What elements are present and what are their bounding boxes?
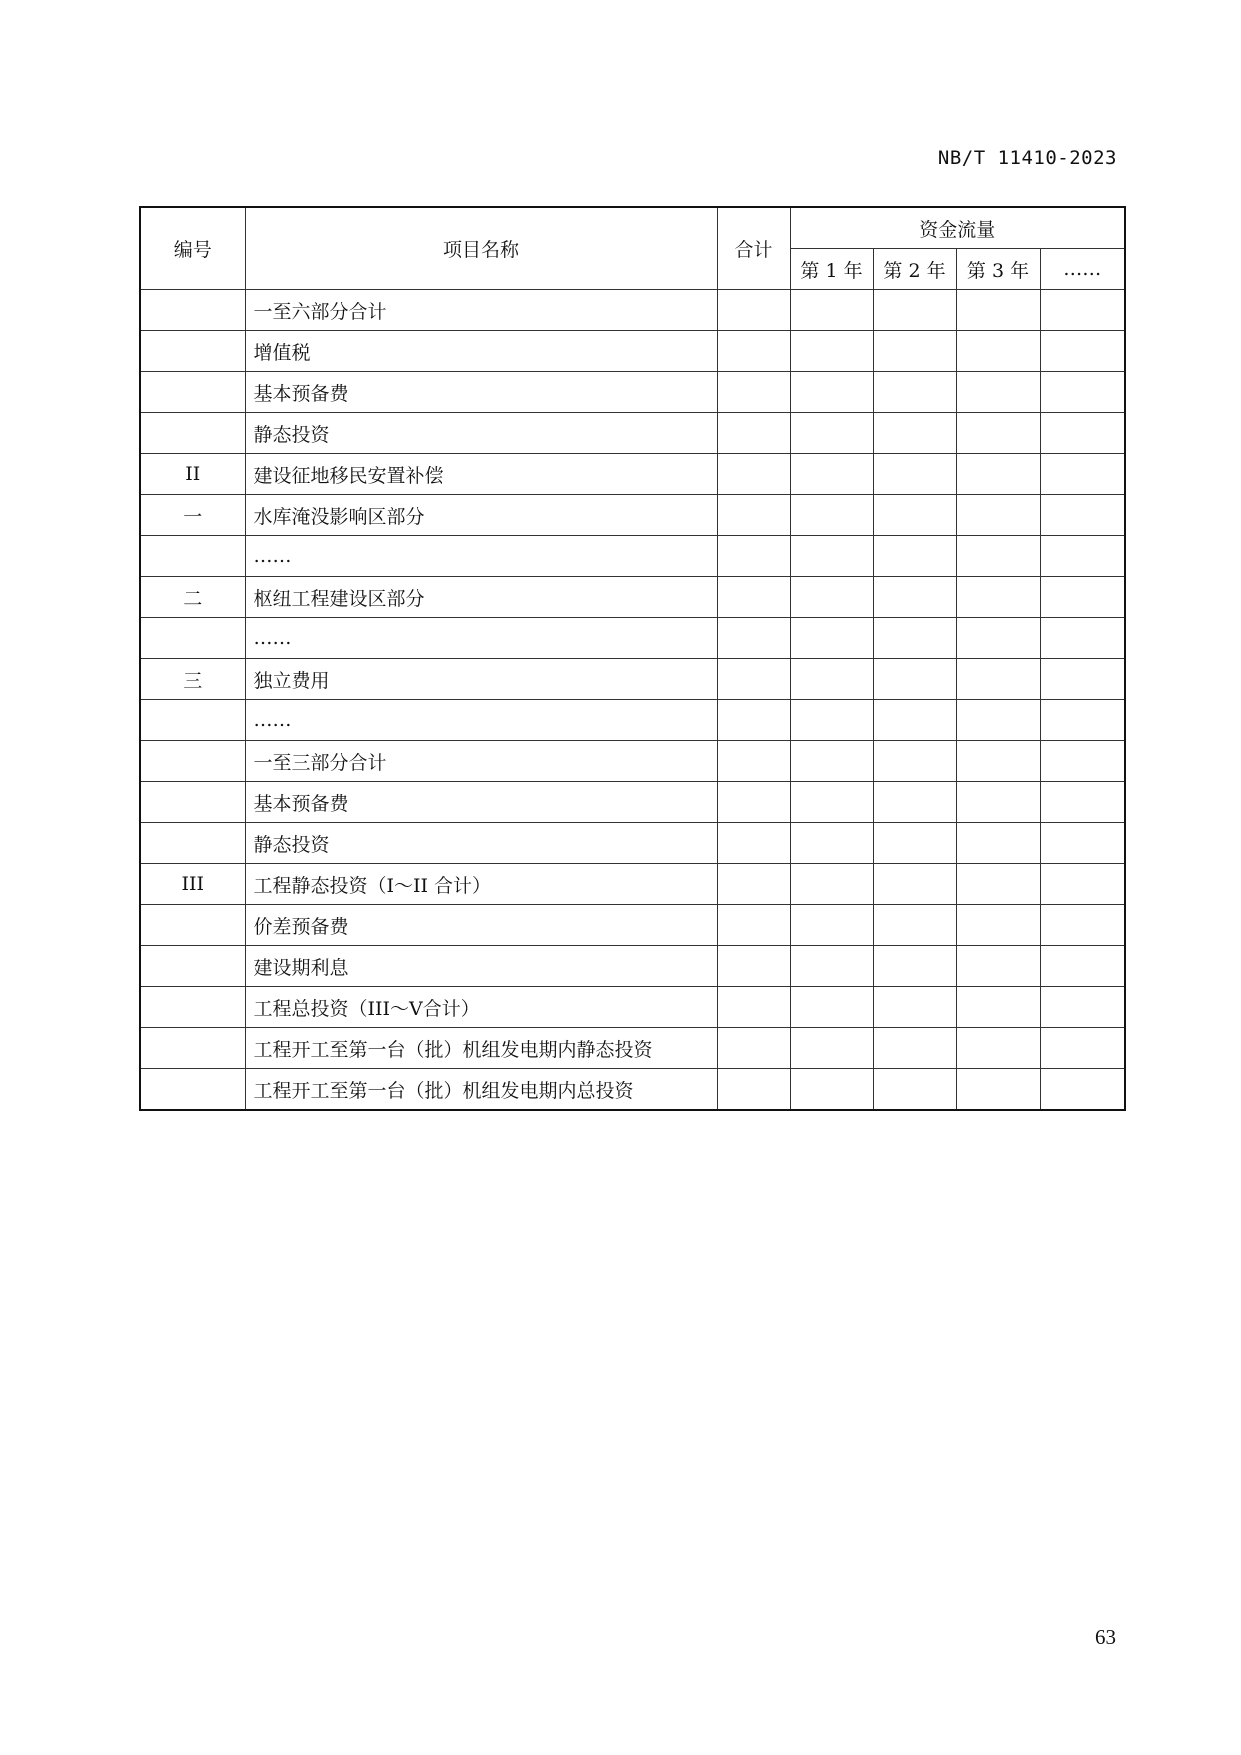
row-number-cell [140, 782, 245, 823]
row-total-cell [717, 864, 790, 905]
row-year-1-cell [790, 536, 873, 577]
row-total-cell [717, 331, 790, 372]
row-number-cell [140, 372, 245, 413]
row-year-3-cell [956, 905, 1040, 946]
row-year-more-cell [1040, 782, 1125, 823]
row-total-cell [717, 372, 790, 413]
row-year-more-cell [1040, 700, 1125, 741]
row-year-3-cell [956, 331, 1040, 372]
page-number: 63 [1095, 1625, 1116, 1649]
row-year-3-cell [956, 577, 1040, 618]
table-row [140, 741, 1125, 782]
row-item-name-cell: 静态投资 [245, 823, 717, 864]
row-number-cell [140, 741, 245, 782]
row-year-3-cell [956, 1028, 1040, 1069]
row-year-1-cell [790, 782, 873, 823]
row-number-cell [140, 536, 245, 577]
row-total-cell [717, 1069, 790, 1111]
row-year-3-cell [956, 536, 1040, 577]
row-total-cell [717, 1028, 790, 1069]
row-year-2-cell [873, 823, 956, 864]
row-total-cell [717, 659, 790, 700]
row-total-cell [717, 741, 790, 782]
row-year-2-cell [873, 618, 956, 659]
row-item-name-cell: …… [245, 700, 717, 741]
table-row [140, 372, 1125, 413]
row-year-1-cell [790, 331, 873, 372]
table-row [140, 454, 1125, 495]
row-year-2-cell [873, 987, 956, 1028]
row-number-cell [140, 331, 245, 372]
row-number-cell [140, 1028, 245, 1069]
row-year-more-cell [1040, 987, 1125, 1028]
table-row [140, 823, 1125, 864]
table-row [140, 577, 1125, 618]
row-item-name-cell: 工程开工至第一台（批）机组发电期内静态投资 [245, 1028, 717, 1069]
header-year-3: 第 3 年 [956, 249, 1040, 290]
row-item-name-cell: 工程总投资（III～V合计） [245, 987, 717, 1028]
table-row [140, 659, 1125, 700]
row-year-2-cell [873, 864, 956, 905]
row-number-cell: II [140, 454, 245, 495]
row-year-1-cell [790, 700, 873, 741]
row-year-more-cell [1040, 413, 1125, 454]
row-item-name-cell: 枢纽工程建设区部分 [245, 577, 717, 618]
row-year-more-cell [1040, 1028, 1125, 1069]
row-year-2-cell [873, 454, 956, 495]
table-row [140, 536, 1125, 577]
row-number-cell [140, 905, 245, 946]
row-year-1-cell [790, 741, 873, 782]
row-year-more-cell [1040, 1069, 1125, 1111]
row-total-cell [717, 905, 790, 946]
table-row [140, 331, 1125, 372]
row-number-cell: 一 [140, 495, 245, 536]
row-year-2-cell [873, 1028, 956, 1069]
header-fund-flow: 资金流量 [790, 207, 1125, 249]
row-year-3-cell [956, 823, 1040, 864]
row-total-cell [717, 536, 790, 577]
row-year-1-cell [790, 454, 873, 495]
row-item-name-cell: 基本预备费 [245, 782, 717, 823]
row-year-1-cell [790, 659, 873, 700]
row-year-3-cell [956, 495, 1040, 536]
table-row [140, 1069, 1125, 1111]
row-year-1-cell [790, 1028, 873, 1069]
table-row [140, 618, 1125, 659]
header-year-2: 第 2 年 [873, 249, 956, 290]
row-number-cell [140, 290, 245, 331]
row-year-1-cell [790, 1069, 873, 1111]
row-year-more-cell [1040, 741, 1125, 782]
row-year-3-cell [956, 741, 1040, 782]
row-item-name-cell: 独立费用 [245, 659, 717, 700]
row-number-cell [140, 618, 245, 659]
row-number-cell [140, 987, 245, 1028]
row-total-cell [717, 782, 790, 823]
row-year-3-cell [956, 987, 1040, 1028]
header-year-1: 第 1 年 [790, 249, 873, 290]
row-year-2-cell [873, 741, 956, 782]
row-item-name-cell: 建设期利息 [245, 946, 717, 987]
row-item-name-cell: 工程开工至第一台（批）机组发电期内总投资 [245, 1069, 717, 1111]
row-year-1-cell [790, 864, 873, 905]
row-item-name-cell: …… [245, 536, 717, 577]
row-total-cell [717, 987, 790, 1028]
table-body [140, 290, 1125, 1111]
row-year-3-cell [956, 700, 1040, 741]
row-item-name-cell: 基本预备费 [245, 372, 717, 413]
row-item-name-cell: 建设征地移民安置补偿 [245, 454, 717, 495]
row-item-name-cell: 工程静态投资（I～II 合计） [245, 864, 717, 905]
row-number-cell [140, 413, 245, 454]
table-row [140, 1028, 1125, 1069]
row-year-1-cell [790, 372, 873, 413]
row-number-cell [140, 1069, 245, 1111]
row-year-2-cell [873, 905, 956, 946]
row-total-cell [717, 454, 790, 495]
row-year-1-cell [790, 823, 873, 864]
row-year-more-cell [1040, 946, 1125, 987]
row-year-more-cell [1040, 495, 1125, 536]
row-number-cell [140, 700, 245, 741]
row-year-2-cell [873, 946, 956, 987]
row-total-cell [717, 618, 790, 659]
row-year-more-cell [1040, 864, 1125, 905]
row-total-cell [717, 495, 790, 536]
row-item-name-cell: 一至六部分合计 [245, 290, 717, 331]
row-year-3-cell [956, 454, 1040, 495]
table-row [140, 413, 1125, 454]
row-year-3-cell [956, 413, 1040, 454]
row-year-2-cell [873, 1069, 956, 1111]
row-year-more-cell [1040, 618, 1125, 659]
header-item-name: 项目名称 [245, 207, 717, 290]
row-number-cell: III [140, 864, 245, 905]
row-total-cell [717, 700, 790, 741]
row-year-1-cell [790, 946, 873, 987]
row-year-2-cell [873, 659, 956, 700]
row-year-2-cell [873, 372, 956, 413]
row-total-cell [717, 577, 790, 618]
row-year-more-cell [1040, 659, 1125, 700]
row-year-2-cell [873, 331, 956, 372]
header-total: 合计 [717, 207, 790, 290]
row-year-1-cell [790, 618, 873, 659]
row-year-3-cell [956, 618, 1040, 659]
table-row [140, 987, 1125, 1028]
row-year-more-cell [1040, 823, 1125, 864]
row-item-name-cell: 静态投资 [245, 413, 717, 454]
row-year-1-cell [790, 987, 873, 1028]
table-row [140, 290, 1125, 331]
row-total-cell [717, 290, 790, 331]
row-year-3-cell [956, 290, 1040, 331]
row-year-more-cell [1040, 905, 1125, 946]
row-year-more-cell [1040, 577, 1125, 618]
row-number-cell: 二 [140, 577, 245, 618]
header-no: 编号 [140, 207, 245, 290]
row-year-2-cell [873, 413, 956, 454]
row-year-more-cell [1040, 454, 1125, 495]
row-year-2-cell [873, 700, 956, 741]
row-year-2-cell [873, 290, 956, 331]
row-item-name-cell: 一至三部分合计 [245, 741, 717, 782]
row-number-cell [140, 946, 245, 987]
table-row [140, 905, 1125, 946]
row-total-cell [717, 413, 790, 454]
row-year-3-cell [956, 1069, 1040, 1111]
row-year-2-cell [873, 536, 956, 577]
row-year-1-cell [790, 495, 873, 536]
standard-code: NB/T 11410-2023 [937, 147, 1117, 169]
row-item-name-cell: 价差预备费 [245, 905, 717, 946]
table-row [140, 782, 1125, 823]
row-year-3-cell [956, 372, 1040, 413]
row-year-2-cell [873, 782, 956, 823]
row-year-more-cell [1040, 372, 1125, 413]
table-row [140, 864, 1125, 905]
row-year-3-cell [956, 946, 1040, 987]
table-row [140, 700, 1125, 741]
row-year-1-cell [790, 413, 873, 454]
row-year-more-cell [1040, 536, 1125, 577]
row-item-name-cell: 增值税 [245, 331, 717, 372]
table-row [140, 946, 1125, 987]
row-year-3-cell [956, 659, 1040, 700]
row-year-1-cell [790, 290, 873, 331]
row-item-name-cell: 水库淹没影响区部分 [245, 495, 717, 536]
table-row [140, 495, 1125, 536]
row-total-cell [717, 823, 790, 864]
row-number-cell [140, 823, 245, 864]
row-item-name-cell: …… [245, 618, 717, 659]
row-year-3-cell [956, 864, 1040, 905]
row-year-2-cell [873, 577, 956, 618]
header-year-more: …… [1040, 249, 1125, 290]
row-year-1-cell [790, 577, 873, 618]
row-year-3-cell [956, 782, 1040, 823]
row-year-2-cell [873, 495, 956, 536]
row-year-1-cell [790, 905, 873, 946]
row-number-cell: 三 [140, 659, 245, 700]
row-total-cell [717, 946, 790, 987]
row-year-more-cell [1040, 331, 1125, 372]
row-year-more-cell [1040, 290, 1125, 331]
fund-flow-table [139, 206, 1126, 1111]
